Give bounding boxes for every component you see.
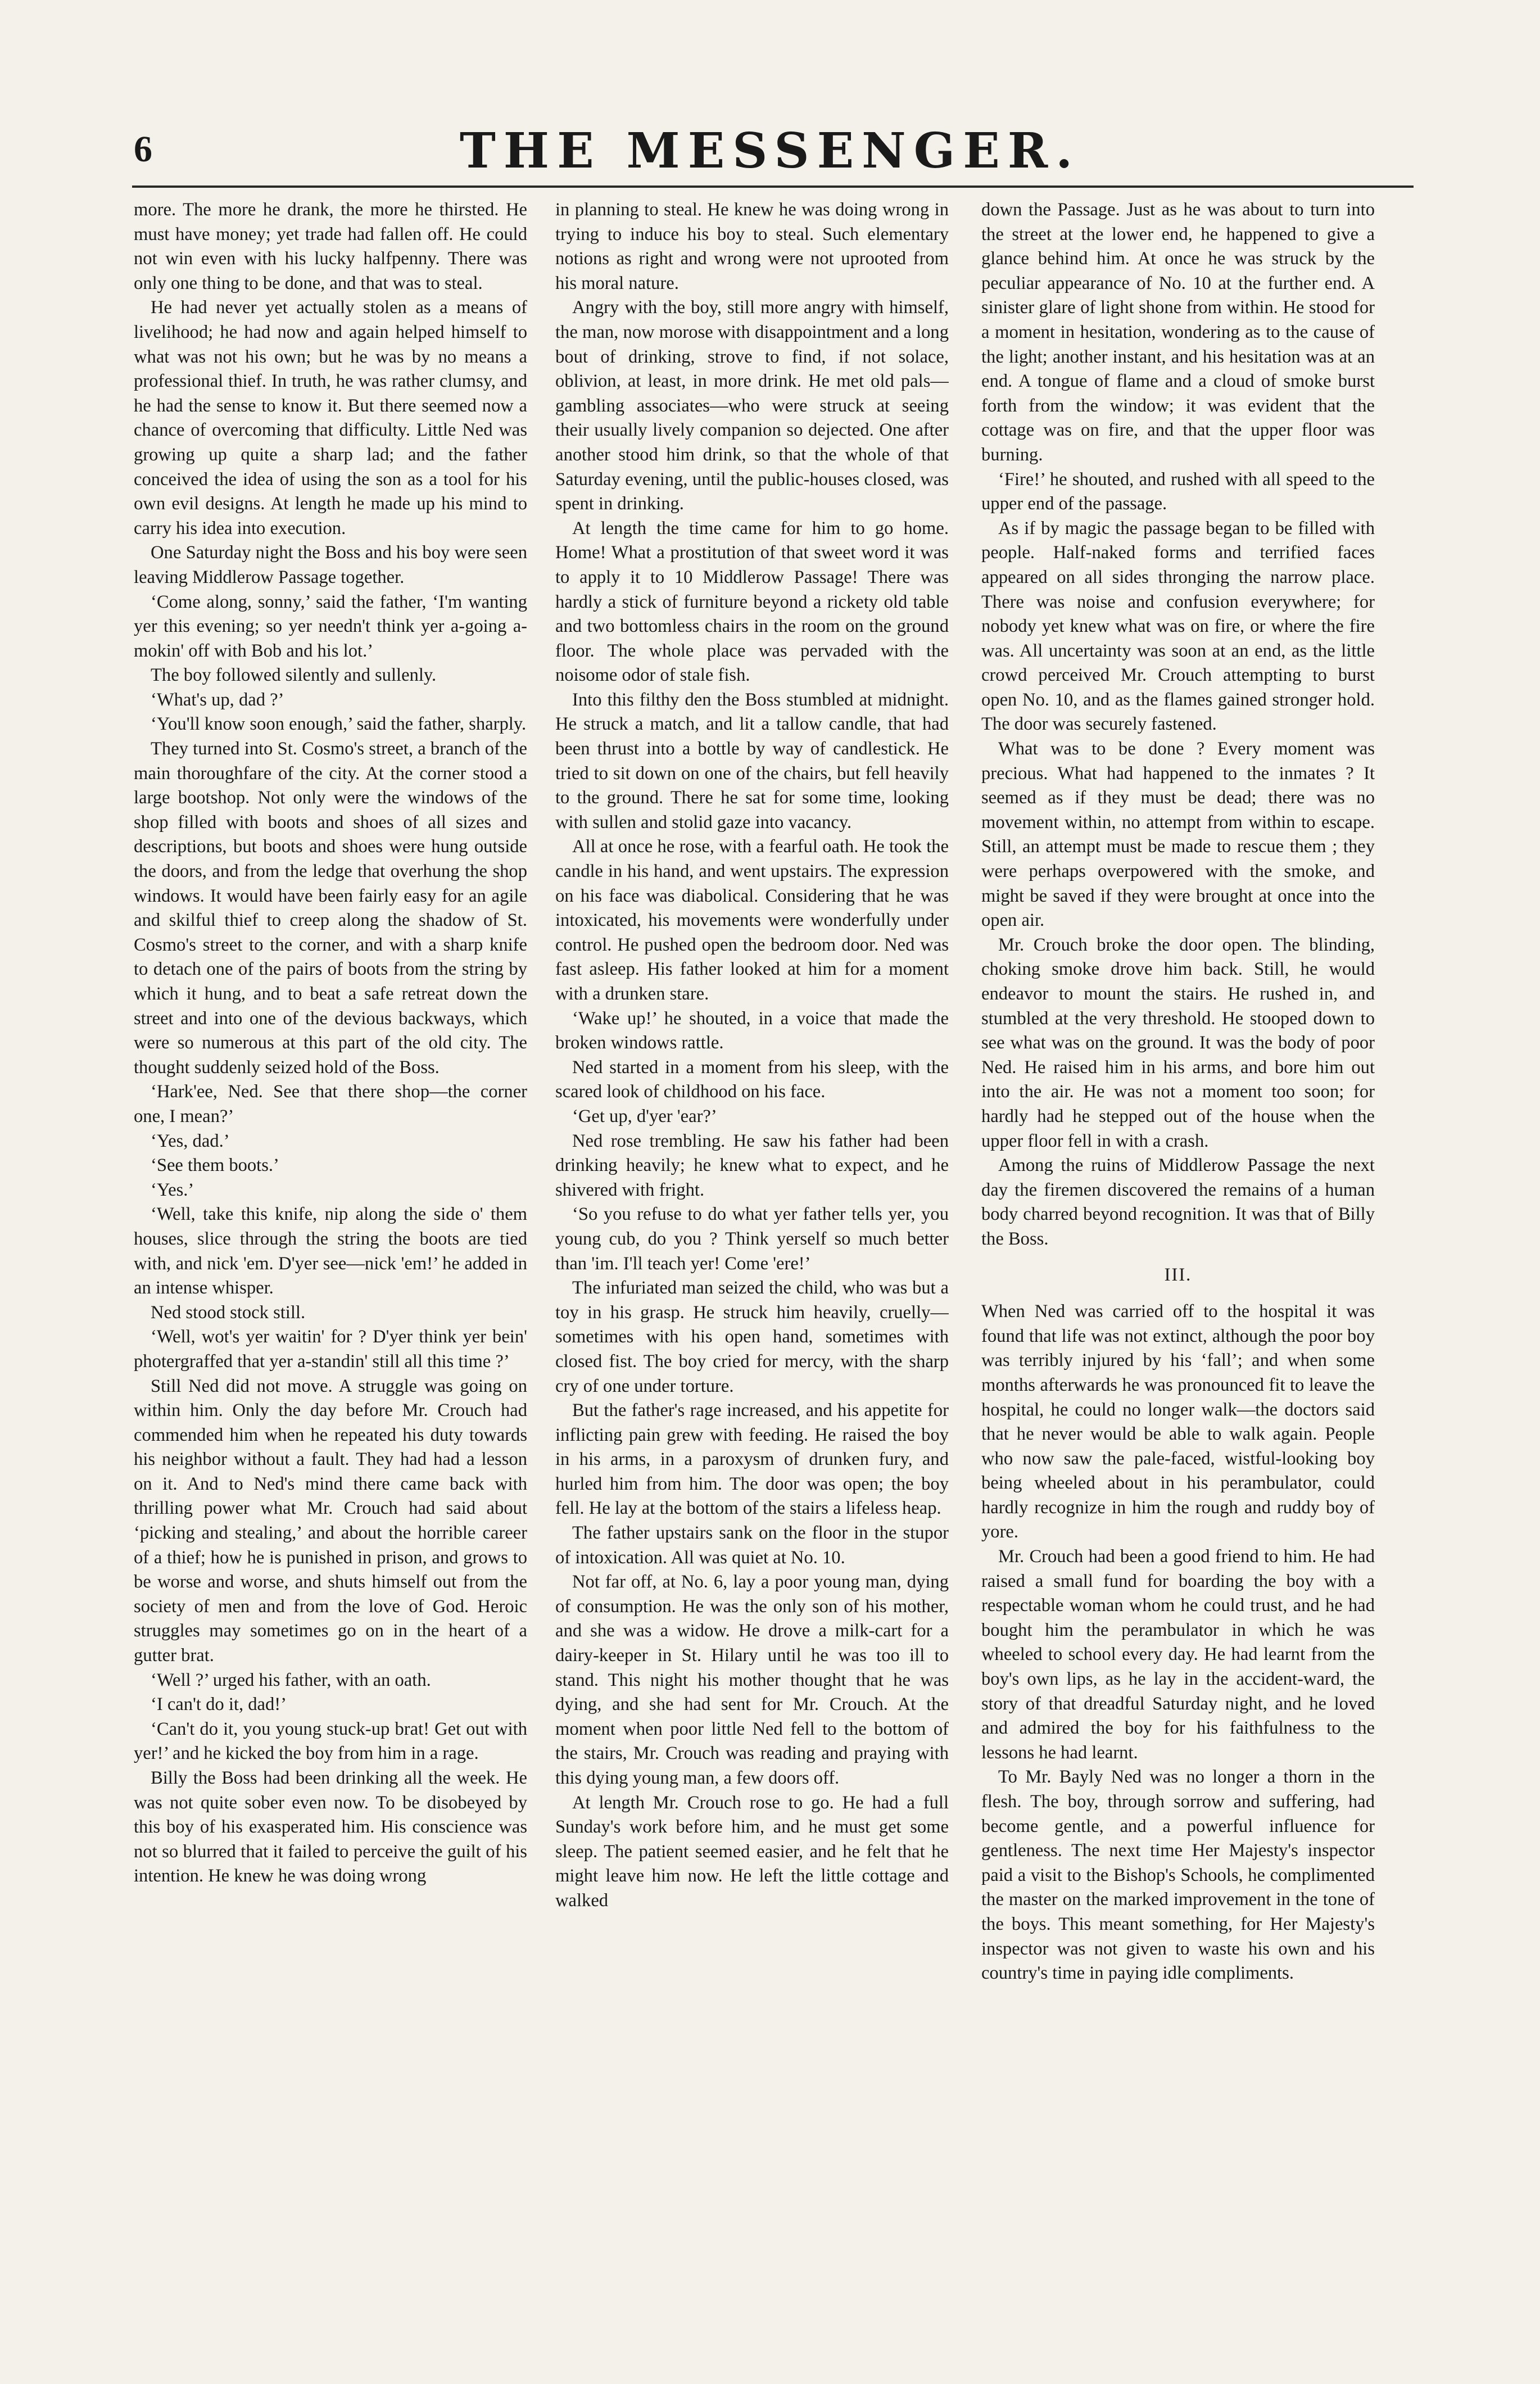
column-2 <box>555 198 949 2362</box>
paragraph: ‘I can't do it, dad!’ <box>151 1694 287 1715</box>
paragraph: Ned stood stock still. <box>151 1302 306 1323</box>
paragraph: Billy the Boss had been drinking all the week. He was not quite sober even now. To be disobeyed by this boy of his exasperated him. His conscience was not so blurred that it failed to perceive the guilt of his intention. He knew he was doing wrong <box>134 1768 527 1887</box>
paragraph: ‘Well ?’ urged his father, with an oath. <box>151 1670 431 1690</box>
paragraph: down the Passage. Just as he was about to turn into the street at the lower end, he happened to give a glance behind him. At once he was struck by the peculiar appearance of No. 10 at the further end. A sinister glare of light shone from within. He stood for a moment in hesitation, wondering as to the cause of the light; another instant, and his hesitation was at an end. A tongue of flame and a cloud of smoke burst forth from the window; it was evident that the cottage was on fire, and that the upper floor was burning. <box>981 200 1375 465</box>
paragraph: in planning to steal. He knew he was doing wrong in trying to induce his boy to steal. Such elementary notions as right and wrong were not uprooted from his moral nature. <box>555 200 949 293</box>
header-rule <box>132 186 1414 188</box>
paragraph: At length Mr. Crouch rose to go. He had a full Sunday's work before him, and he must get some sleep. The patient seemed easier, and he felt that he might leave him now. He left the little cottage and walked <box>555 1792 949 1911</box>
paragraph: ‘Come along, sonny,’ said the father, ‘I'm wanting yer this evening; so yer needn't think yer a-going a-mokin' off with Bob and his lot.’ <box>134 591 527 661</box>
paragraph: ‘So you refuse to do what yer father tells yer, you young cub, do you ? Think yerself so much better than 'im. I'll teach yer! Come 'ere!’ <box>555 1204 949 1274</box>
paragraph: Mr. Crouch had been a good friend to him. He had raised a small fund for boarding the boy with a respectable woman whom he could trust, and he had bought him the perambulator in which he was wheeled to school every day. He had learnt from the boy's own lips, as he lay in the accident-ward, the story of that dreadful Saturday night, and he loved and admired the boy for his faithfulness to the lessons he had learnt. <box>981 1546 1375 1763</box>
paragraph: The infuriated man seized the child, who was but a toy in his grasp. He struck him heavily, cruelly—sometimes with his open hand, sometimes with closed fist. The boy cried for mercy, with the sharp cry of one under torture. <box>555 1278 949 1396</box>
paragraph: ‘See them boots.’ <box>151 1155 279 1176</box>
paragraph: Not far off, at No. 6, lay a poor young man, dying of consumption. He was the only son of his mother, and she was a widow. He drove a milk-cart for a dairy-keeper in St. Hilary until he was too ill to stand. This night his mother thought that he was dying, and she had sent for Mr. Crouch. At the moment when poor little Ned fell to the bottom of the stairs, Mr. Crouch was reading and praying with this dying young man, a few doors off. <box>555 1572 949 1788</box>
paragraph: They turned into St. Cosmo's street, a branch of the main thoroughfare of the city. At the corner stood a large bootshop. Not only were the windows of the shop filled with boots and shoes of all sizes and descriptions, but boots and shoes were hung outside the doors, and from the ledge that overhung the shop windows. It would have been fairly easy for an agile and skilful thief to creep along the shadow of St. Cosmo's street to the corner, and with a sharp knife to detach one of the pairs of boots from the string by which it hung, and to beat a safe retreat down the street and into one of the devious backways, which were so numerous at this part of the old city. The thought suddenly seized hold of the Boss. <box>134 739 527 1078</box>
section-heading: III. <box>1164 1264 1192 1285</box>
page-number: 6 <box>134 129 152 170</box>
column-1 <box>134 198 527 2362</box>
paragraph: ‘Wake up!’ he shouted, in a voice that made the broken windows rattle. <box>555 1008 949 1053</box>
paragraph: ‘Yes.’ <box>151 1179 194 1200</box>
paragraph: He had never yet actually stolen as a means of livelihood; he had now and again helped himself to what was not his own; but he was by no means a professional thief. In truth, he was rather clumsy, and he had the sense to know it. But there seemed now a chance of overcoming that difficulty. Little Ned was growing up quite a sharp lad; and the father conceived the idea of using the son as a tool for his own evil designs. At length he made up his mind to carry his idea into execution. <box>134 297 527 539</box>
paragraph: Into this filthy den the Boss stumbled at midnight. He struck a match, and lit a tallow candle, that had been thrust into a bottle by way of candlestick. He tried to sit down on one of the chairs, but fell heavily to the ground. There he sat for some time, looking with sullen and stolid gaze into vacancy. <box>555 689 949 833</box>
paragraph: At length the time came for him to go home. Home! What a prostitution of that sweet word it was to apply it to 10 Middlerow Passage! There was hardly a stick of furniture beyond a rickety old table and two bottomless chairs in the room on the ground floor. The whole place was pervaded with the noisome odor of stale fish. <box>555 518 949 686</box>
paragraph: Among the ruins of Middlerow Passage the next day the firemen discovered the remains of a human body charred beyond recognition. It was that of Billy the Boss. <box>981 1155 1375 1249</box>
paragraph: ‘Fire!’ he shouted, and rushed with all speed to the upper end of the passage. <box>981 469 1375 514</box>
paragraph: Angry with the boy, still more angry with himself, the man, now morose with disappointment and a long bout of drinking, strove to find, if not solace, oblivion, at least, in more drink. He met old pals—gambling associates—who were struck at seeing their usually lively companion so dejected. One after another stood him drink, so that the whole of that Saturday evening, until the public-houses closed, was spent in drinking. <box>555 297 949 514</box>
paragraph: Mr. Crouch broke the door open. The blinding, choking smoke drove him back. Still, he would endeavor to mount the stairs. He rushed in, and stumbled at the very threshold. He stooped down to see what was on the ground. It was the body of poor Ned. He raised him in his arms, and bore him out into the air. He was not a moment too soon; for hardly had he stepped out of the house when the upper floor fell in with a crash. <box>981 934 1375 1151</box>
paragraph: ‘What's up, dad ?’ <box>151 689 284 710</box>
paragraph: ‘Can't do it, you young stuck-up brat! Get out with yer!’ and he kicked the boy from him in a rage. <box>134 1718 527 1764</box>
paragraph: Still Ned did not move. A struggle was going on within him. Only the day before Mr. Crouch had commended him when he repeated his duty towards his neighbor without a fault. They had had a lesson on it. And to Ned's mind there came back with thrilling power what Mr. Crouch had said about ‘picking and stealing,’ and about the horrible career of a thief; how he is punished in prison, and grows to be worse and worse, and shuts himself out from the society of men and from the love of God. Heroic struggles may sometimes go on in the heart of a gutter brat. <box>134 1376 527 1666</box>
paragraph: ‘Well, take this knife, nip along the side o' them houses, slice through the string the boots are tied with, and nick 'em. D'yer see—nick 'em!’ he added in an intense whisper. <box>134 1204 527 1299</box>
paragraph: What was to be done ? Every moment was precious. What had happened to the inmates ? It seemed as if they must be dead; there was no movement within, no attempt from within to escape. Still, an attempt must be made to rescue them ; they were perhaps overpowered with the smoke, and might be saved if they were brought at once into the open air. <box>981 739 1375 931</box>
paragraph: more. The more he drank, the more he thirsted. He must have money; yet trade had fallen off. He could not win even with his lucky halfpenny. There was only one thing to be done, and that was to steal. <box>134 200 527 293</box>
paragraph: The boy followed silently and sullenly. <box>151 665 437 686</box>
paragraph: ‘Yes, dad.’ <box>151 1130 230 1151</box>
masthead-title: THE MESSENGER. <box>459 123 1081 179</box>
paragraph: Ned rose trembling. He saw his father had been drinking heavily; he knew what to expect, and he shivered with fright. <box>555 1130 949 1200</box>
paragraph: When Ned was carried off to the hospital it was found that life was not extinct, although the poor boy was terribly injured by his ‘fall’; and when some months afterwards he was pronounced fit to leave the hospital, he could no longer walk—the doctors said that he never would be able to walk again. People who now saw the pale-faced, wistful-looking boy being wheeled about in his perambulator, could hardly recognize in him the rough and ruddy boy of yore. <box>981 1301 1375 1542</box>
paragraph: As if by magic the passage began to be filled with people. Half-naked forms and terrified faces appeared on all sides thronging the narrow place. There was noise and confusion everywhere; for nobody yet knew what was on fire, or where the fire was. All uncertainty was soon at an end, as the little crowd perceived Mr. Crouch attempting to burst open No. 10, and as the flames gained stronger hold. The door was securely fastened. <box>981 518 1375 735</box>
paragraph: All at once he rose, with a fearful oath. He took the candle in his hand, and went upstairs. The expression on his face was diabolical. Considering that he was intoxicated, his movements were wonderfully under control. He pushed open the bedroom door. Ned was fast asleep. His father looked at him for a moment with a drunken stare. <box>555 836 949 1004</box>
paragraph: ‘You'll know soon enough,’ said the father, sharply. <box>151 714 527 735</box>
paragraph: One Saturday night the Boss and his boy were seen leaving Middlerow Passage together. <box>134 542 527 587</box>
paragraph: The father upstairs sank on the floor in the stupor of intoxication. All was quiet at No. 10. <box>555 1523 949 1568</box>
paragraph: To Mr. Bayly Ned was no longer a thorn in the flesh. The boy, through sorrow and suffering, had become gentle, and a powerful influence for gentleness. The next time Her Majesty's inspector paid a visit to the Bishop's Schools, he complimented the master on the marked improvement in the tone of the boys. This meant something, for Her Majesty's inspector was not given to waste his own and his country's time in paying idle compliments. <box>981 1767 1375 1984</box>
paragraph: ‘Well, wot's yer waitin' for ? D'yer think yer bein' photergraffed that yer a-standin' still all this time ?’ <box>134 1327 527 1372</box>
paragraph: ‘Hark'ee, Ned. See that there shop—the corner one, I mean?’ <box>134 1082 527 1127</box>
paragraph: ‘Get up, d'yer 'ear?’ <box>572 1106 717 1127</box>
column-3 <box>981 198 1375 2362</box>
paragraph: But the father's rage increased, and his appetite for inflicting pain grew with feeding. He raised the boy in his arms, in a paroxysm of drunken fury, and hurled him from him. The door was open; the boy fell. He lay at the bottom of the stairs a lifeless heap. <box>555 1400 949 1519</box>
paragraph: Ned started in a moment from his sleep, with the scared look of childhood on his face. <box>555 1057 949 1102</box>
